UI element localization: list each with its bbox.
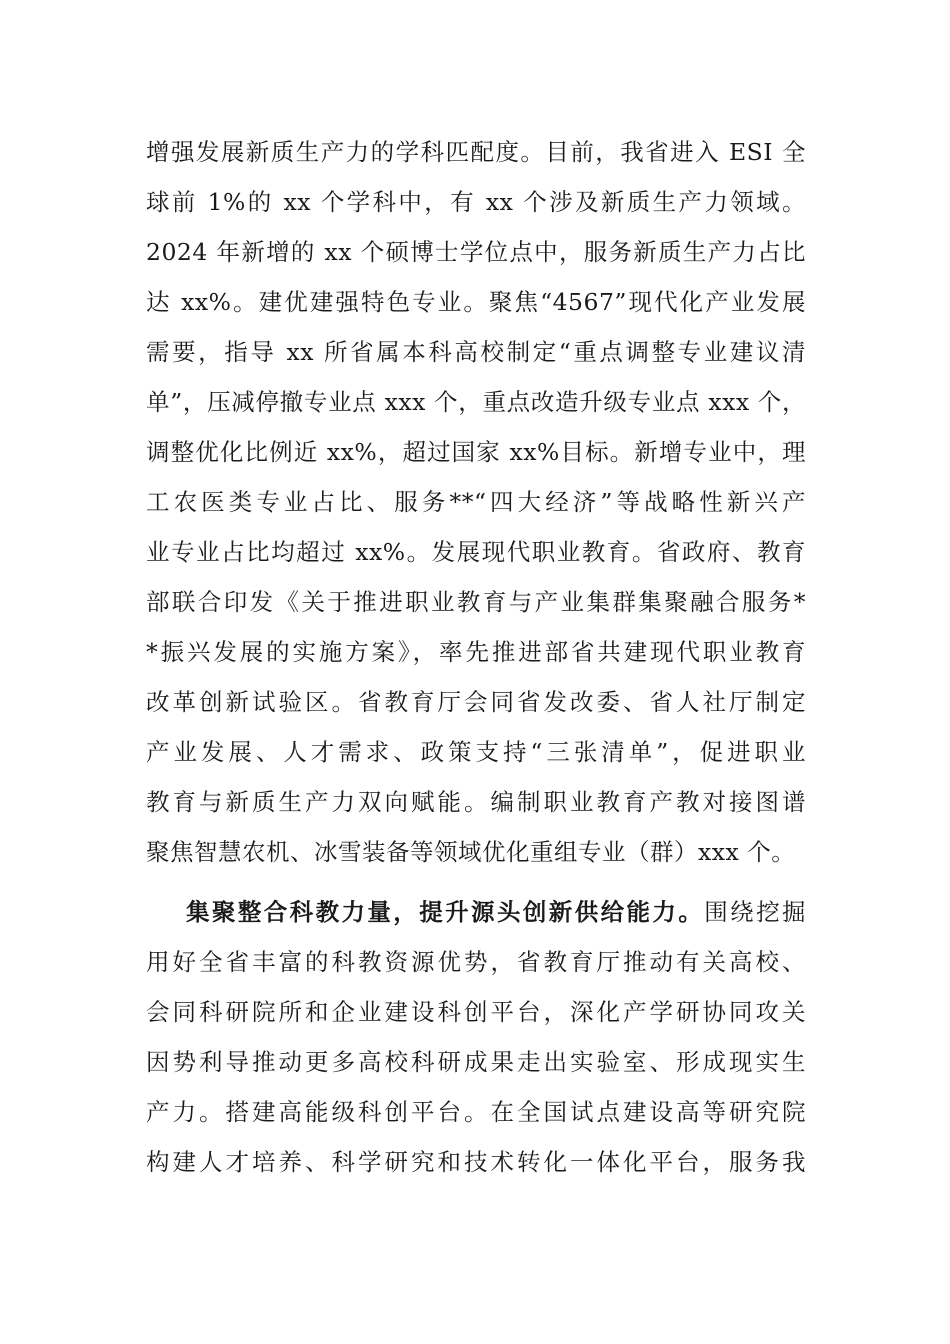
text-line: 2024 年新增的 xx 个硕博士学位点中，服务新质生产力占比 bbox=[146, 238, 806, 266]
text-line: 工农医类专业占比、服务**“四大经济”等战略性新兴产 bbox=[146, 488, 806, 516]
text-line: 教育与新质生产力双向赋能。编制职业教育产教对接图谱 bbox=[146, 788, 806, 816]
text-line: 用好全省丰富的科教资源优势，省教育厅推动有关高校、 bbox=[146, 948, 806, 976]
text-line: 增强发展新质生产力的学科匹配度。目前，我省进入 ESI 全 bbox=[146, 138, 806, 166]
text-line: 球前 1%的 xx 个学科中，有 xx 个涉及新质生产力领域。 bbox=[146, 188, 806, 216]
paragraph-heading: 集聚整合科教力量，提升源头创新供给能力。 bbox=[186, 898, 705, 926]
text-line bbox=[186, 887, 806, 937]
text-line: 聚焦智慧农机、冰雪装备等领域优化重组专业（群）xxx 个。 bbox=[146, 838, 796, 866]
text-line: 产力。搭建高能级科创平台。在全国试点建设高等研究院 bbox=[146, 1098, 806, 1126]
text-line: 会同科研院所和企业建设科创平台，深化产学研协同攻关 bbox=[146, 998, 806, 1026]
text-span: 围绕挖掘 bbox=[704, 898, 807, 926]
text-line: 改革创新试验区。省教育厅会同省发改委、省人社厅制定 bbox=[146, 688, 806, 716]
text-line: 达 xx%。建优建强特色专业。聚焦“4567”现代化产业发展 bbox=[146, 288, 806, 316]
text-line: *振兴发展的实施方案》，率先推进部省共建现代职业教育 bbox=[146, 638, 806, 666]
text-line: 单”，压减停撤专业点 xxx 个，重点改造升级专业点 xxx 个， bbox=[146, 388, 806, 416]
text-line: 业专业占比均超过 xx%。发展现代职业教育。省政府、教育 bbox=[146, 538, 806, 566]
text-line: 因势利导推动更多高校科研成果走出实验室、形成现实生 bbox=[146, 1048, 806, 1076]
text-line: 需要，指导 xx 所省属本科高校制定“重点调整专业建议清 bbox=[146, 338, 806, 366]
text-line: 部联合印发《关于推进职业教育与产业集群集聚融合服务* bbox=[146, 588, 806, 616]
text-line: 调整优化比例近 xx%，超过国家 xx%目标。新增专业中，理 bbox=[146, 438, 806, 466]
text-line: 产业发展、人才需求、政策支持“三张清单”，促进职业 bbox=[146, 738, 806, 766]
text-line: 构建人才培养、科学研究和技术转化一体化平台，服务我 bbox=[146, 1148, 806, 1176]
